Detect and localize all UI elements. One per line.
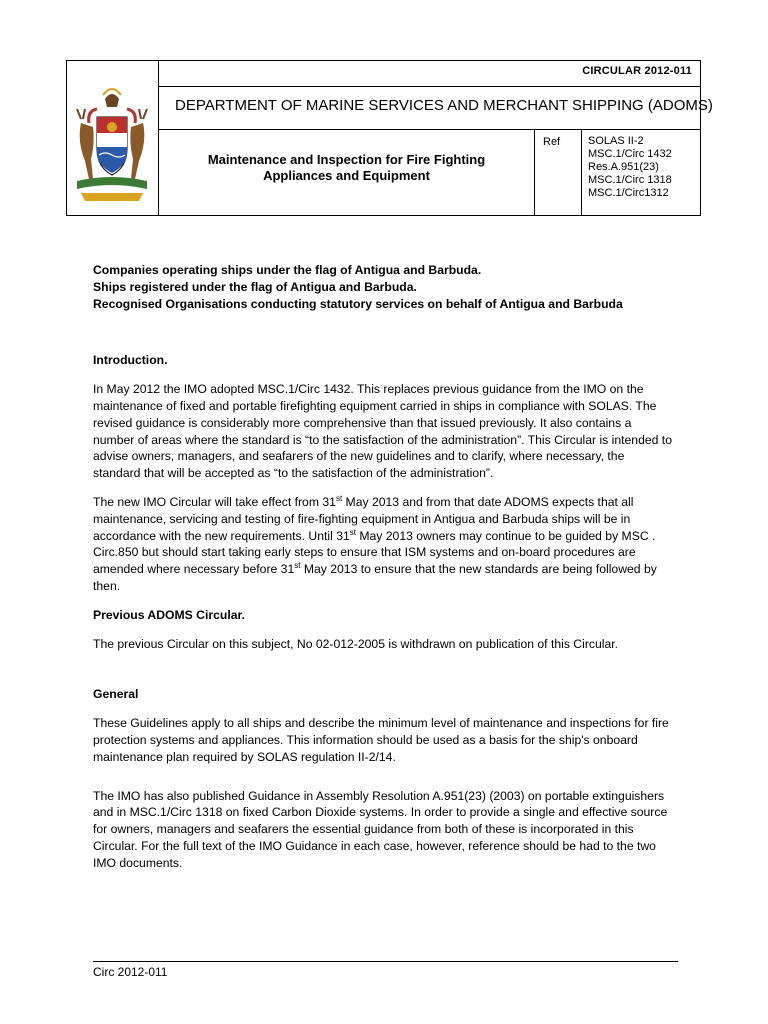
general-heading: General bbox=[93, 687, 139, 702]
effect-text-3: May 2013 owners may continue to be guided by MSC . Circ.850 but should start taking early steps to ensure that ISM systems and on-board procedures are amended where necessary before 31 bbox=[93, 528, 656, 577]
ordinal-suffix: st bbox=[294, 561, 301, 571]
title-cell bbox=[159, 130, 535, 215]
ref-item: MSC.1/Circ1312 bbox=[588, 187, 669, 199]
recipients-block bbox=[93, 262, 673, 312]
ref-label: Ref bbox=[543, 136, 561, 148]
ref-item: MSC.1/Circ 1318 bbox=[588, 174, 672, 186]
ref-list bbox=[588, 135, 672, 200]
ref-label-cell bbox=[535, 130, 582, 215]
introduction-heading: Introduction. bbox=[93, 353, 168, 368]
department-name: DEPARTMENT OF MARINE SERVICES AND MERCHANT SHIPPING (ADOMS) bbox=[175, 97, 713, 114]
circular-row bbox=[159, 61, 700, 87]
previous-circular-paragraph: The previous Circular on this subject, No 02-012-2005 is withdrawn on publication of this Circular. bbox=[93, 636, 619, 651]
ref-list-cell bbox=[582, 130, 700, 215]
effect-text-4: May 2013 to ensure that the new standards are being followed by then. bbox=[93, 562, 657, 593]
ref-item: SOLAS II-2 bbox=[588, 135, 644, 147]
coat-of-arms-icon bbox=[67, 61, 158, 215]
general-paragraph-2: The IMO has also published Guidance in Assembly Resolution A.951(23) (2003) on portable extinguishers and in MSC.1/Circ 1318 on fixed Carbon Dioxide systems. In order to provide a single and effective source for owners, managers and seafarers the essential guidance from both of these is incorporated in this Circular. For the full text of the IMO Guidance in each case, however, reference should be had to the two IMO documents. bbox=[93, 788, 668, 870]
ref-item: MSC.1/Circ 1432 bbox=[588, 148, 672, 160]
department-row bbox=[159, 87, 713, 130]
effect-text-1: The new IMO Circular will take effect from 31 bbox=[93, 494, 336, 509]
recipient-line: Recognised Organisations conducting statutory services on behalf of Antigua and Barbuda bbox=[93, 296, 623, 311]
title-line-2: Appliances and Equipment bbox=[263, 168, 430, 183]
effect-text-2: May 2013 and from that date ADOMS expects that all maintenance, servicing and testing of fire-fighting equipment in Antigua and Barbuda ships will be in accordance with the new requirements. Until 31 bbox=[93, 494, 634, 543]
ref-item: Res.A.951(23) bbox=[588, 161, 659, 173]
ordinal-suffix: st bbox=[335, 493, 343, 503]
document-body bbox=[93, 262, 673, 884]
crest-cell bbox=[67, 61, 159, 215]
general-paragraph-1: These Guidelines apply to all ships and describe the minimum level of maintenance and inspections for fire protection systems and appliances. This information should be used as a basis for the ship's onboard maintenance plan required by SOLAS regulation II-2/14. bbox=[93, 716, 669, 764]
footer-circular-number: Circ 2012-011 bbox=[93, 965, 168, 979]
ordinal-suffix: st bbox=[349, 527, 356, 537]
recipient-line: Companies operating ships under the flag of Antigua and Barbuda. bbox=[93, 263, 482, 277]
recipient-line: Ships registered under the flag of Antigua and Barbuda. bbox=[93, 279, 417, 294]
title-line-1: Maintenance and Inspection for Fire Fighting bbox=[207, 152, 486, 167]
effect-paragraph bbox=[93, 494, 673, 595]
footer-divider bbox=[93, 961, 678, 962]
circular-number: CIRCULAR 2012-011 bbox=[582, 65, 692, 77]
previous-circular-heading: Previous ADOMS Circular. bbox=[93, 607, 245, 622]
introduction-paragraph: In May 2012 the IMO adopted MSC.1/Circ 1432. This replaces previous guidance from the IMO on the maintenance of fixed and portable firefighting equipment carried in ships in compliance with SOLAS. The revised guidance is considerably more comprehensive than that issued previously. It also contains a number of areas where the standard is “to the satisfaction of the administration”. This Circular is intended to advise owners, managers, and seafarers of the new guidelines and to clarify, where necessary, the standard that will be accepted as “to the satisfaction of the administration”. bbox=[93, 382, 672, 481]
document-title bbox=[159, 152, 534, 184]
header-table bbox=[66, 60, 713, 216]
